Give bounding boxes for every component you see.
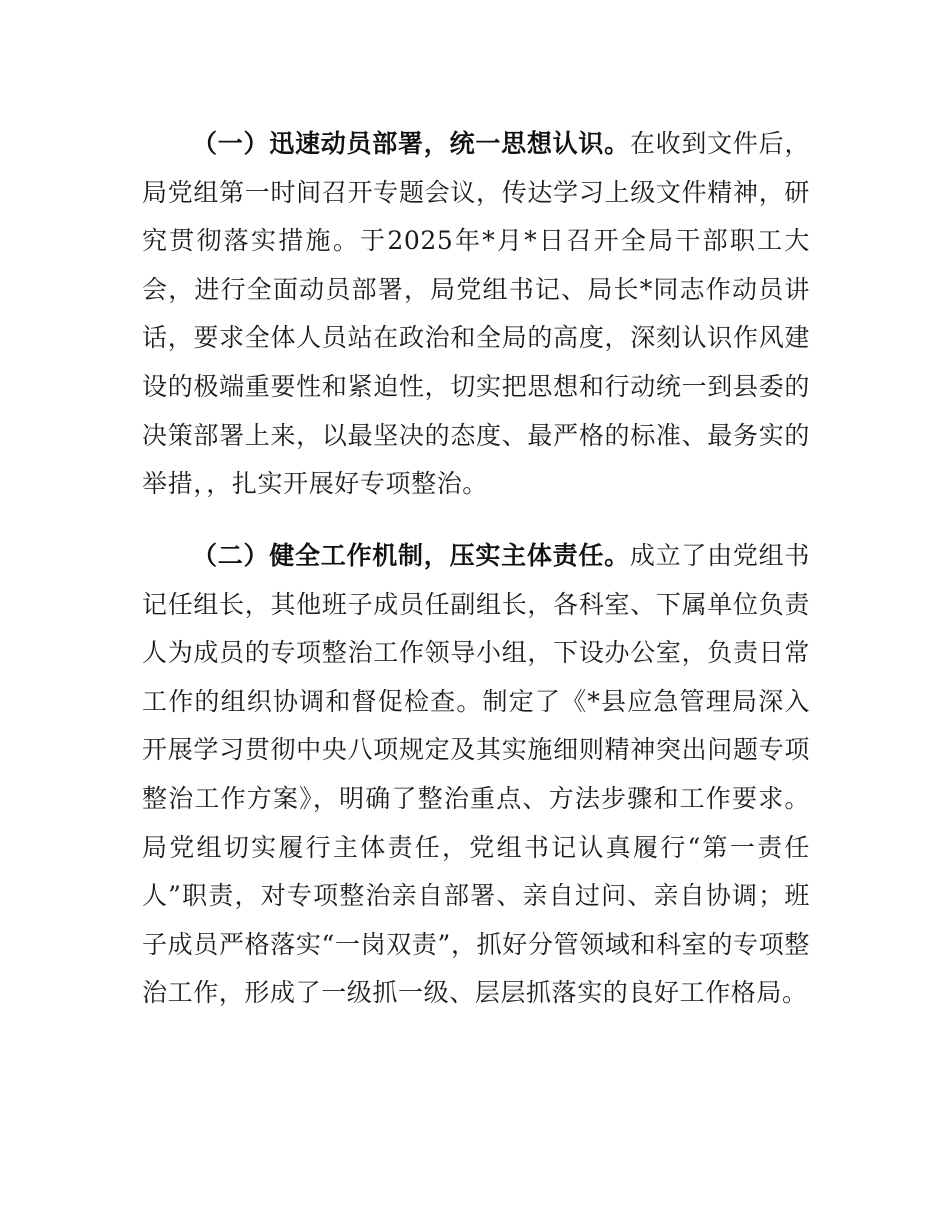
paragraph-mobilization <box>142 120 810 509</box>
paragraph-heading: （二）健全工作机制，压实主体责任。 <box>192 541 630 570</box>
paragraph-body: 在收到文件后，局党组第一时间召开专题会议，传达学习上级文件精神，研究贯彻落实措施。于2025年*月*日召开全局干部职工大会，进行全面动员部署，局党组书记、局长*同志作动员讲话，要求全体人员站在政治和全局的高度，深刻认识作风建设的极端重要性和紧迫性，切实把思想和行动统一到县委的决策部署上来，以最坚决的态度、最严格的标准、最务实的举措，，扎实开展好专项整治。 <box>142 129 810 499</box>
paragraph-heading: （一）迅速动员部署，统一思想认识。 <box>192 129 630 158</box>
paragraph-body: 成立了由党组书记任组长，其他班子成员任副组长，各科室、下属单位负责人为成员的专项整治工作领导小组，下设办公室，负责日常工作的组织协调和督促检查。制定了《*县应急管理局深入开展学习贯彻中央八项规定及其实施细则精神突出问题专项整治工作方案》，明确了整治重点、方法步骤和工作要求。局党组切实履行主体责任，党组书记认真履行“第一责任人”职责，对专项整治亲自部署、亲自过问、亲自协调；班子成员严格落实“一岗双责”，抓好分管领域和科室的专项整治工作，形成了一级抓一级、层层抓落实的良好工作格局。 <box>142 541 810 1008</box>
paragraph-mechanism <box>142 532 810 1018</box>
